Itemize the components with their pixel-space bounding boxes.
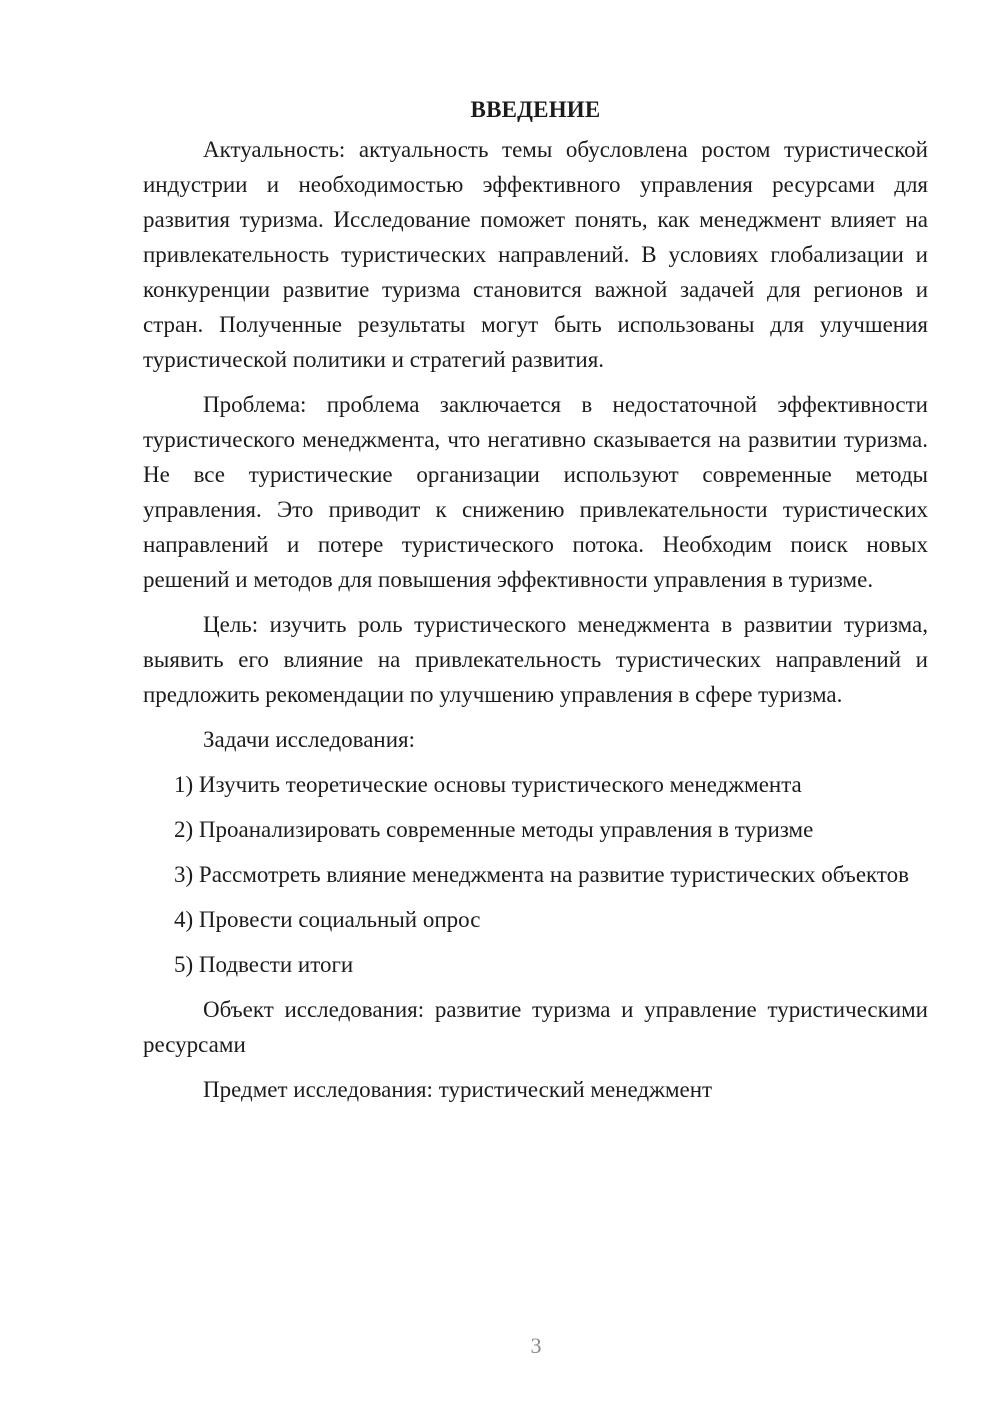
tasks-heading: Задачи исследования: bbox=[203, 727, 416, 752]
section-title: ВВЕДЕНИЕ bbox=[470, 97, 601, 122]
paragraph-problem: Проблема: проблема заключается в недостаточной эффективности туристического менеджмента, что негативно сказывается на развитии туризма. Не все туристические организации используют современные методы управления. Это приводит к снижению привлекательности туристических направлений и потере туристического потока. Необходим поиск новых решений и методов для повышения эффективности управления в туризме. bbox=[143, 392, 928, 592]
task-item-3: 3) Рассмотреть влияние менеджмента на развитие туристических объектов bbox=[174, 862, 910, 887]
paragraph-goal: Цель: изучить роль туристического менеджмента в развитии туризма, выявить его влияние на привлекательность туристических направлений и предложить рекомендации по улучшению управления в сфере туризма. bbox=[143, 612, 928, 707]
document-page bbox=[143, 92, 928, 1117]
task-item-2: 2) Проанализировать современные методы управления в туризме bbox=[174, 817, 814, 842]
task-item-4: 4) Провести социальный опрос bbox=[174, 907, 481, 932]
paragraph-subject: Предмет исследования: туристический менеджмент bbox=[203, 1077, 713, 1102]
task-item-5: 5) Подвести итоги bbox=[174, 952, 354, 977]
page-number: 3 bbox=[530, 1333, 542, 1358]
paragraph-object: Объект исследования: развитие туризма и управление туристическими ресурсами bbox=[143, 997, 928, 1057]
paragraph-relevance: Актуальность: актуальность темы обусловлена ростом туристической индустрии и необходимостью эффективного управления ресурсами для развития туризма. Исследование поможет понять, как менеджмент влияет на привлекательность туристических направлений. В условиях глобализации и конкуренции развитие туризма становится важной задачей для регионов и стран. Полученные результаты могут быть использованы для улучшения туристической политики и стратегий развития. bbox=[143, 137, 928, 372]
task-item-1: 1) Изучить теоретические основы туристического менеджмента bbox=[174, 772, 802, 797]
